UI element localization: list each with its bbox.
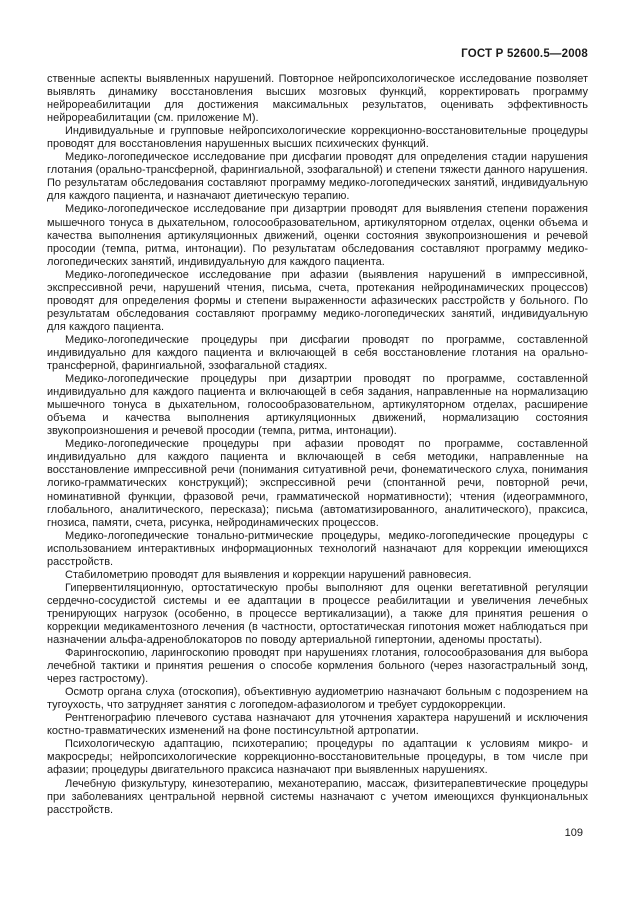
paragraph: Медико-логопедическое исследование при дизартрии проводят для выявления степени поражения мышечного тонуса в дыхательном, голосообразовательном, артикуляторном отделах, оценки объема и качества выполнения артикуляционных движений, оценки состояния звукопроизношения и речевой просодии (темпа, ритма, интонации). По результатам обследования составляют программу медико-логопедических занятий, индивидуальную для каждого пациента. — [47, 203, 588, 268]
paragraph: Медико-логопедические тонально-ритмические процедуры, медико-логопедические процедуры с использованием интерактивных информационных технологий назначают для коррекции имеющихся расстройств. — [47, 529, 588, 568]
paragraph: Рентгенографию плечевого сустава назначают для уточнения характера нарушений и исключения костно-травматических изменений на фоне постинсультной артропатии. — [47, 712, 588, 738]
paragraph: Психологическую адаптацию, психотерапию; процедуры по адаптации к условиям микро- и макросреды; нейропсихологические коррекционно-восстановительные процедуры, в том числе при афазии; процедуры двигательного праксиса назначают при выявленных нарушениях. — [47, 738, 588, 777]
paragraph: Индивидуальные и групповые нейропсихологические коррекционно-восстановительные процедуры проводят для восстановления нарушенных высших психических функций. — [47, 125, 588, 151]
paragraph: Медико-логопедическое исследование при афазии (выявления нарушений в импрессивной, экспрессивной речи, нарушений чтения, письма, счета, протекания нейродинамических процессов) проводят для определения формы и степени выраженности афазических расстройств у больного. По результатам обследования составляют программу медико-логопедических занятий, индивидуальную для каждого пациента. — [47, 268, 588, 333]
paragraph: Гипервентиляционную, ортостатическую пробы выполняют для оценки вегетативной регуляции сердечно-сосудистой системы и ее адаптации в процессе реабилитации и увеличения лечебных тренирующих нагрузок (особенно, в процессе вертикализации), а также для принятия решения о коррекции медикаментозного лечения (в частности, ортостатическая гипотония может наблюдаться при назначении альфа-адреноблокаторов по поводу артериальной гипертонии, аденомы простаты). — [47, 581, 588, 647]
paragraph: Фарингоскопию, ларингоскопию проводят при нарушениях глотания, голосообразования для выбора лечебной тактики и принятия решения о способе кормления больного (через назогастральный зонд, через гастростому). — [47, 647, 588, 686]
page-number: 109 — [564, 827, 583, 839]
paragraph: Осмотр органа слуха (отоскопия), объективную аудиометрию назначают больным с подозрением на тугоухость, что затрудняет занятия с логопедом-афазиологом и требует сурдокоррекции. — [47, 686, 588, 712]
paragraph: Лечебную физкультуру, кинезотерапию, механотерапию, массаж, физитерапевтические процедуры при заболеваниях центральной нервной системы назначают с учетом имеющихся функциональных расстройств. — [47, 777, 588, 816]
document-header-standard-number: ГОСТ Р 52600.5—2008 — [461, 48, 588, 60]
paragraph: Медико-логопедические процедуры при афазии проводят по программе, составленной индивидуально для каждого пациента и включающей в себя методики, направленные на восстановление импрессивной речи (понимания ситуативной речи, фонематического слуха, понимания логико-грамматических конструкций); экспрессивной речи (спонтанной речи, повторной речи, номинативной функции, фразовой речи, грамматической нормативности); чтения (идеограммного, глобального, аналитического, пересказа); письма (автоматизированного, аналитического), праксиса, гнозиса, памяти, счета, рисунка, нейродинамических процессов. — [47, 438, 588, 529]
document-body — [47, 73, 588, 817]
paragraph: ственные аспекты выявленных нарушений. Повторное нейропсихологическое исследование позволяет выявлять динамику восстановления высших мозговых функций, корректировать программу нейрореабилитации для достижения максимальных результатов, оценивать эффективность нейрореабилитации (см. приложение М). — [47, 73, 588, 125]
paragraph: Медико-логопедическое исследование при дисфагии проводят для определения стадии нарушения глотания (орально-трансферной, фарингиальной, эзофагальной) и степени тяжести данного нарушения. По результатам обследования составляют программу медико-логопедических занятий, индивидуальную для каждого пациента, и назначают диетическую терапию. — [47, 151, 588, 203]
paragraph: Стабилометрию проводят для выявления и коррекции нарушений равновесия. — [65, 568, 472, 581]
paragraph: Медико-логопедические процедуры при дизартрии проводят по программе, составленной индивидуально для каждого пациента и включающей в себя задания, направленные на нормализацию мышечного тонуса в дыхательном, голосообразовательном, артикуляторном отделах, расширение объема и качества выполнения артикуляционных движений, нормализацию состояния звукопроизношения и речевой просодии (темпа, ритма, интонации). — [47, 373, 588, 438]
paragraph: Медико-логопедические процедуры при дисфагии проводят по программе, составленной индивидуально для каждого пациента и включающей в себя восстановление глотания на орально-трансферной, фарингиальной, эзофагальной стадиях. — [47, 333, 588, 373]
